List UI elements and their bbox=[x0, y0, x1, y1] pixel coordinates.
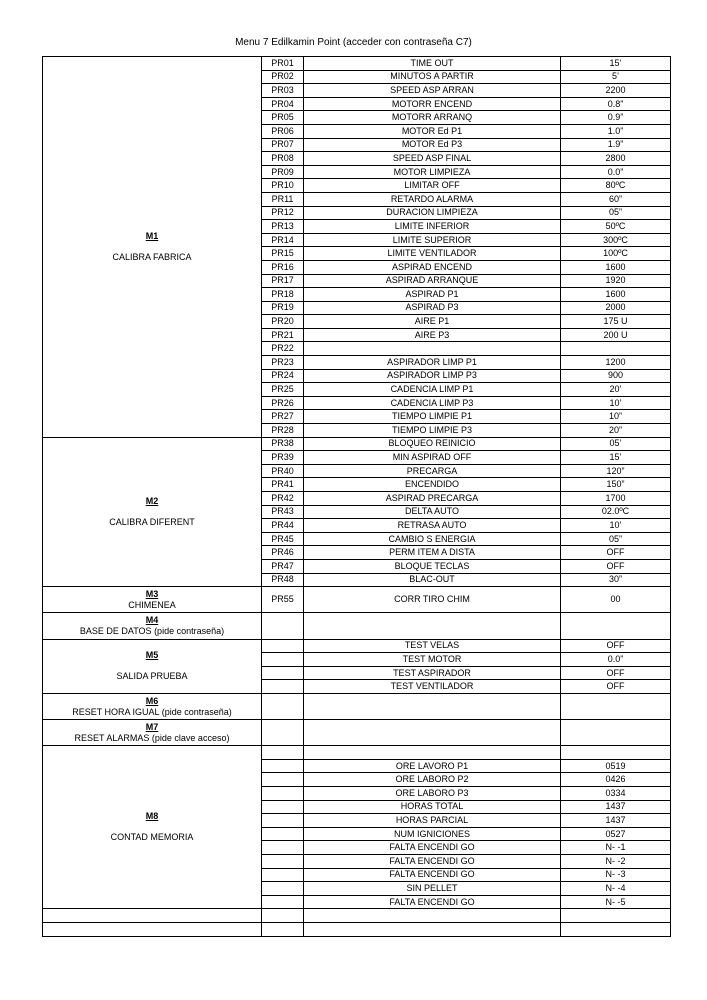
parameter-code-cell: PR12 bbox=[262, 206, 304, 220]
parameter-code-cell bbox=[262, 787, 304, 801]
parameter-code-cell bbox=[262, 868, 304, 882]
parameter-value-cell bbox=[561, 746, 671, 760]
parameter-code-cell bbox=[262, 639, 304, 653]
parameter-value-cell: 0.0” bbox=[561, 165, 671, 179]
parameter-code-cell bbox=[262, 666, 304, 680]
parameter-code-cell: PR20 bbox=[262, 315, 304, 329]
parameter-name-cell: ASPIRAD ARRANQUE bbox=[304, 274, 561, 288]
parameter-code-cell: PR38 bbox=[262, 437, 304, 451]
parameter-name-cell: FALTA ENCENDI GO bbox=[304, 855, 561, 869]
parameter-value-cell: 0527 bbox=[561, 827, 671, 841]
parameter-name-cell: ASPIRAD P1 bbox=[304, 288, 561, 302]
menu-cell bbox=[43, 923, 262, 937]
parameter-code-cell bbox=[262, 923, 304, 937]
parameter-name-cell: LIMITE INFERIOR bbox=[304, 220, 561, 234]
parameter-code-cell: PR27 bbox=[262, 410, 304, 424]
parameter-value-cell: 0.8” bbox=[561, 97, 671, 111]
menu-name: CALIBRA DIFERENT bbox=[109, 516, 195, 527]
parameter-name-cell: TEST ASPIRADOR bbox=[304, 666, 561, 680]
parameter-value-cell: 0426 bbox=[561, 773, 671, 787]
menu-name: CHIMENEA bbox=[128, 599, 176, 610]
parameter-code-cell bbox=[262, 895, 304, 909]
menu-cell bbox=[43, 746, 262, 909]
table-row bbox=[43, 746, 671, 760]
parameter-name-cell bbox=[304, 613, 561, 639]
parameter-code-cell: PR45 bbox=[262, 532, 304, 546]
menu-name: BASE DE DATOS (pide contraseña) bbox=[79, 625, 225, 636]
parameter-code-cell: PR01 bbox=[262, 57, 304, 71]
parameter-name-cell: TEST MOTOR bbox=[304, 653, 561, 667]
parameter-code-cell: PR08 bbox=[262, 152, 304, 166]
menu-cell bbox=[43, 437, 262, 587]
menu-cell bbox=[43, 613, 262, 639]
parameter-code-cell bbox=[262, 680, 304, 694]
menu-cell bbox=[43, 693, 262, 719]
parameter-value-cell: 100ºC bbox=[561, 247, 671, 261]
parameter-value-cell bbox=[561, 693, 671, 719]
menu-parameter-table bbox=[42, 56, 671, 937]
parameter-name-cell: LIMITAR OFF bbox=[304, 179, 561, 193]
parameter-code-cell: PR48 bbox=[262, 573, 304, 587]
parameter-value-cell: OFF bbox=[561, 639, 671, 653]
parameter-name-cell: ENCENDIDO bbox=[304, 478, 561, 492]
parameter-code-cell bbox=[262, 814, 304, 828]
parameter-name-cell: AIRE P3 bbox=[304, 328, 561, 342]
parameter-value-cell: N- -2 bbox=[561, 855, 671, 869]
parameter-name-cell: ASPIRADOR LIMP P3 bbox=[304, 369, 561, 383]
parameter-name-cell: CORR TIRO CHIM bbox=[304, 587, 561, 613]
parameter-value-cell: 05” bbox=[561, 206, 671, 220]
menu-cell bbox=[43, 909, 262, 923]
parameter-code-cell: PR16 bbox=[262, 260, 304, 274]
parameter-name-cell: MINUTOS A PARTIR bbox=[304, 70, 561, 84]
parameter-name-cell: BLAC-OUT bbox=[304, 573, 561, 587]
parameter-code-cell: PR21 bbox=[262, 328, 304, 342]
parameter-value-cell: 05’ bbox=[561, 437, 671, 451]
parameter-code-cell: PR23 bbox=[262, 356, 304, 370]
parameter-value-cell: N- -3 bbox=[561, 868, 671, 882]
parameter-name-cell: TIEMPO LIMPIE P1 bbox=[304, 410, 561, 424]
parameter-code-cell bbox=[262, 882, 304, 896]
parameter-value-cell: 60” bbox=[561, 192, 671, 206]
menu-name: SALIDA PRUEBA bbox=[116, 671, 188, 682]
parameter-name-cell: FALTA ENCENDI GO bbox=[304, 895, 561, 909]
parameter-code-cell: PR07 bbox=[262, 138, 304, 152]
table-row bbox=[43, 693, 671, 719]
parameter-name-cell: FALTA ENCENDI GO bbox=[304, 868, 561, 882]
parameter-value-cell: 1437 bbox=[561, 800, 671, 814]
menu-code: M5 bbox=[145, 650, 159, 661]
parameter-code-cell bbox=[262, 653, 304, 667]
menu-name: RESET HORA IGUAL (pide contraseña) bbox=[72, 706, 232, 717]
parameter-value-cell: 5’ bbox=[561, 70, 671, 84]
parameter-value-cell: 1700 bbox=[561, 492, 671, 506]
parameter-code-cell: PR42 bbox=[262, 492, 304, 506]
parameter-code-cell: PR10 bbox=[262, 179, 304, 193]
parameter-name-cell: FALTA ENCENDI GO bbox=[304, 841, 561, 855]
parameter-code-cell bbox=[262, 759, 304, 773]
parameter-name-cell: AIRE P1 bbox=[304, 315, 561, 329]
parameter-name-cell: SIN PELLET bbox=[304, 882, 561, 896]
parameter-value-cell: 10” bbox=[561, 410, 671, 424]
parameter-value-cell: N- -5 bbox=[561, 895, 671, 909]
parameter-name-cell bbox=[304, 720, 561, 746]
parameter-value-cell: OFF bbox=[561, 559, 671, 573]
parameter-name-cell: MIN ASPIRAD OFF bbox=[304, 451, 561, 465]
menu-spacer bbox=[45, 822, 259, 832]
parameter-code-cell: PR26 bbox=[262, 396, 304, 410]
parameter-value-cell: 120” bbox=[561, 464, 671, 478]
menu-code: M2 bbox=[145, 495, 159, 506]
parameter-value-cell: N- -4 bbox=[561, 882, 671, 896]
parameter-code-cell bbox=[262, 909, 304, 923]
parameter-value-cell: 0.0” bbox=[561, 653, 671, 667]
parameter-value-cell: 2200 bbox=[561, 84, 671, 98]
parameter-name-cell bbox=[304, 746, 561, 760]
parameter-code-cell bbox=[262, 855, 304, 869]
parameter-name-cell: MOTOR Ed P1 bbox=[304, 124, 561, 138]
parameter-code-cell: PR55 bbox=[262, 587, 304, 613]
parameter-name-cell bbox=[304, 693, 561, 719]
parameter-value-cell bbox=[561, 909, 671, 923]
parameter-name-cell: CAMBIO S ENERGIA bbox=[304, 532, 561, 546]
parameter-code-cell bbox=[262, 720, 304, 746]
parameter-code-cell: PR43 bbox=[262, 505, 304, 519]
parameter-name-cell: DELTA AUTO bbox=[304, 505, 561, 519]
parameter-value-cell: N- -1 bbox=[561, 841, 671, 855]
parameter-name-cell: ORE LAVORO P1 bbox=[304, 759, 561, 773]
parameter-value-cell: 1.9” bbox=[561, 138, 671, 152]
parameter-code-cell: PR04 bbox=[262, 97, 304, 111]
parameter-code-cell: PR19 bbox=[262, 301, 304, 315]
parameter-name-cell: ORE LABORO P2 bbox=[304, 773, 561, 787]
parameter-name-cell: PERM ITEM A DISTA bbox=[304, 546, 561, 560]
parameter-code-cell: PR41 bbox=[262, 478, 304, 492]
table-row bbox=[43, 587, 671, 613]
parameter-value-cell: OFF bbox=[561, 546, 671, 560]
parameter-name-cell: LIMITE VENTILADOR bbox=[304, 247, 561, 261]
parameter-name-cell: TIME OUT bbox=[304, 57, 561, 71]
parameter-name-cell: BLOQUEO REINICIO bbox=[304, 437, 561, 451]
parameter-code-cell: PR15 bbox=[262, 247, 304, 261]
parameter-value-cell: 200 U bbox=[561, 328, 671, 342]
parameter-code-cell: PR05 bbox=[262, 111, 304, 125]
table-row bbox=[43, 909, 671, 923]
table-row bbox=[43, 57, 671, 71]
parameter-value-cell: 1200 bbox=[561, 356, 671, 370]
parameter-value-cell: 1437 bbox=[561, 814, 671, 828]
menu-code: M7 bbox=[145, 721, 159, 732]
parameter-code-cell: PR47 bbox=[262, 559, 304, 573]
parameter-value-cell: OFF bbox=[561, 666, 671, 680]
parameter-code-cell: PR03 bbox=[262, 84, 304, 98]
parameter-code-cell: PR28 bbox=[262, 424, 304, 438]
parameter-code-cell: PR02 bbox=[262, 70, 304, 84]
parameter-code-cell: PR39 bbox=[262, 451, 304, 465]
parameter-code-cell: PR40 bbox=[262, 464, 304, 478]
parameter-code-cell: PR11 bbox=[262, 192, 304, 206]
parameter-value-cell: 2000 bbox=[561, 301, 671, 315]
parameter-name-cell: MOTOR Ed P3 bbox=[304, 138, 561, 152]
parameter-name-cell: NUM IGNICIONES bbox=[304, 827, 561, 841]
parameter-code-cell bbox=[262, 693, 304, 719]
parameter-name-cell: TIEMPO LIMPIE P3 bbox=[304, 424, 561, 438]
parameter-code-cell: PR22 bbox=[262, 342, 304, 356]
parameter-value-cell: 20’ bbox=[561, 383, 671, 397]
parameter-value-cell: 00 bbox=[561, 587, 671, 613]
menu-code: M6 bbox=[145, 695, 159, 706]
parameter-value-cell: 10’ bbox=[561, 396, 671, 410]
parameter-value-cell bbox=[561, 720, 671, 746]
parameter-code-cell: PR06 bbox=[262, 124, 304, 138]
menu-cell bbox=[43, 57, 262, 438]
parameter-code-cell: PR09 bbox=[262, 165, 304, 179]
parameter-code-cell: PR13 bbox=[262, 220, 304, 234]
table-row bbox=[43, 613, 671, 639]
parameter-name-cell: ORE LABORO P3 bbox=[304, 787, 561, 801]
parameter-name-cell: ASPIRAD PRECARGA bbox=[304, 492, 561, 506]
parameter-name-cell: CADENCIA LIMP P3 bbox=[304, 396, 561, 410]
parameter-value-cell: 05” bbox=[561, 532, 671, 546]
menu-code: M3 bbox=[145, 588, 159, 599]
parameter-name-cell: TEST VENTILADOR bbox=[304, 680, 561, 694]
parameter-code-cell: PR18 bbox=[262, 288, 304, 302]
parameter-value-cell: 15’ bbox=[561, 57, 671, 71]
parameter-value-cell: 1920 bbox=[561, 274, 671, 288]
menu-cell bbox=[43, 720, 262, 746]
parameter-value-cell: 2800 bbox=[561, 152, 671, 166]
document-title: Menu 7 Edilkamin Point (acceder con contraseña C7) bbox=[235, 37, 472, 48]
menu-name: CONTAD MEMORIA bbox=[110, 832, 194, 843]
parameter-code-cell: PR24 bbox=[262, 369, 304, 383]
parameter-value-cell: 02.0ºC bbox=[561, 505, 671, 519]
parameter-code-cell bbox=[262, 746, 304, 760]
parameter-code-cell bbox=[262, 773, 304, 787]
menu-table-body bbox=[43, 57, 671, 937]
parameter-name-cell: RETRASA AUTO bbox=[304, 519, 561, 533]
parameter-code-cell: PR14 bbox=[262, 233, 304, 247]
parameter-value-cell: 10’ bbox=[561, 519, 671, 533]
parameter-value-cell: 80ºC bbox=[561, 179, 671, 193]
parameter-name-cell bbox=[304, 909, 561, 923]
parameter-name-cell: HORAS PARCIAL bbox=[304, 814, 561, 828]
parameter-name-cell: MOTORR ARRANQ bbox=[304, 111, 561, 125]
parameter-code-cell bbox=[262, 841, 304, 855]
menu-spacer bbox=[45, 507, 259, 517]
parameter-value-cell: 50ºC bbox=[561, 220, 671, 234]
parameter-name-cell: DURACION LIMPIEZA bbox=[304, 206, 561, 220]
menu-cell bbox=[43, 639, 262, 693]
table-row bbox=[43, 437, 671, 451]
parameter-value-cell: OFF bbox=[561, 680, 671, 694]
parameter-name-cell: BLOQUE TECLAS bbox=[304, 559, 561, 573]
parameter-value-cell: 0519 bbox=[561, 759, 671, 773]
parameter-name-cell: SPEED ASP ARRAN bbox=[304, 84, 561, 98]
parameter-value-cell bbox=[561, 923, 671, 937]
parameter-name-cell: HORAS TOTAL bbox=[304, 800, 561, 814]
menu-spacer bbox=[45, 661, 259, 671]
parameter-name-cell: MOTORR ENCEND bbox=[304, 97, 561, 111]
parameter-name-cell: PRECARGA bbox=[304, 464, 561, 478]
menu-name: RESET ALARMAS (pide clave acceso) bbox=[74, 732, 230, 743]
parameter-value-cell: 30” bbox=[561, 573, 671, 587]
menu-spacer bbox=[45, 242, 259, 252]
parameter-code-cell: PR25 bbox=[262, 383, 304, 397]
parameter-code-cell: PR46 bbox=[262, 546, 304, 560]
parameter-value-cell: 1.0” bbox=[561, 124, 671, 138]
table-row bbox=[43, 923, 671, 937]
parameter-value-cell: 300ºC bbox=[561, 233, 671, 247]
menu-code: M1 bbox=[145, 230, 159, 241]
parameter-value-cell: 1600 bbox=[561, 260, 671, 274]
menu-code: M8 bbox=[145, 811, 159, 822]
parameter-name-cell: MOTOR LIMPIEZA bbox=[304, 165, 561, 179]
parameter-value-cell: 150” bbox=[561, 478, 671, 492]
parameter-name-cell: ASPIRAD P3 bbox=[304, 301, 561, 315]
menu-code: M4 bbox=[145, 614, 159, 625]
parameter-code-cell bbox=[262, 613, 304, 639]
parameter-name-cell: RETARDO ALARMA bbox=[304, 192, 561, 206]
parameter-name-cell: TEST VELAS bbox=[304, 639, 561, 653]
parameter-name-cell bbox=[304, 923, 561, 937]
parameter-name-cell: ASPIRAD ENCEND bbox=[304, 260, 561, 274]
parameter-code-cell bbox=[262, 800, 304, 814]
parameter-value-cell: 20” bbox=[561, 424, 671, 438]
table-row bbox=[43, 720, 671, 746]
menu-cell bbox=[43, 587, 262, 613]
parameter-name-cell bbox=[304, 342, 561, 356]
parameter-code-cell: PR17 bbox=[262, 274, 304, 288]
parameter-value-cell: 0.9” bbox=[561, 111, 671, 125]
parameter-name-cell: SPEED ASP FINAL bbox=[304, 152, 561, 166]
table-row bbox=[43, 639, 671, 653]
parameter-name-cell: LIMITE SUPERIOR bbox=[304, 233, 561, 247]
parameter-code-cell: PR44 bbox=[262, 519, 304, 533]
parameter-value-cell bbox=[561, 613, 671, 639]
parameter-value-cell: 1600 bbox=[561, 288, 671, 302]
parameter-code-cell bbox=[262, 827, 304, 841]
parameter-name-cell: CADENCIA LIMP P1 bbox=[304, 383, 561, 397]
menu-name: CALIBRA FABRICA bbox=[112, 251, 192, 262]
parameter-value-cell bbox=[561, 342, 671, 356]
parameter-value-cell: 175 U bbox=[561, 315, 671, 329]
parameter-value-cell: 15’ bbox=[561, 451, 671, 465]
parameter-name-cell: ASPIRADOR LIMP P1 bbox=[304, 356, 561, 370]
parameter-value-cell: 900 bbox=[561, 369, 671, 383]
parameter-value-cell: 0334 bbox=[561, 787, 671, 801]
